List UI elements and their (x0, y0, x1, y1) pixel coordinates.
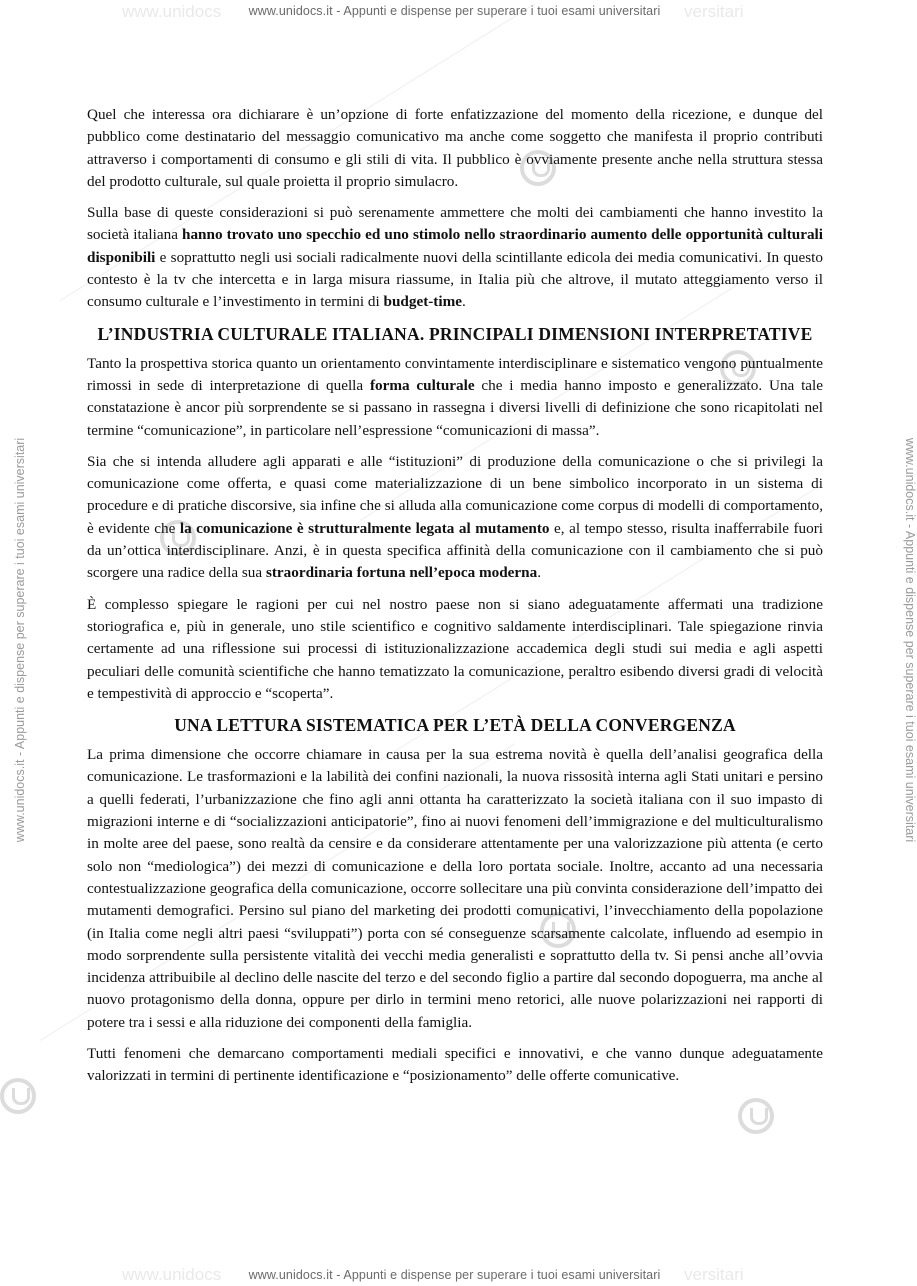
watermark-ghost-text: versitari (684, 2, 744, 21)
section-heading: UNA LETTURA SISTEMATICA PER L’ETÀ DELLA CONVERGENZA (174, 715, 736, 736)
footer-watermark: www.unidocs.it - Appunti e dispense per superare i tuoi esami universitari (248, 1268, 661, 1282)
text-run: . (461, 293, 466, 311)
right-side-watermark: www.unidocs.it - Appunti e dispense per superare i tuoi esami universitari (903, 437, 917, 843)
text-run: Tutti fenomeni che demarcano comportamenti mediali specifici e innovativi, e che vanno dunque adeguatamente valorizzati in termini di pertinente identificazione e “posizionamento” delle offerte comunicative. (87, 1044, 823, 1085)
bold-text-run: straordinaria fortuna nell’epoca moderna (265, 564, 538, 582)
paragraph (87, 104, 823, 193)
watermark-ghost-text: versitari (684, 1265, 744, 1284)
text-run: Sulla base di queste considerazioni si può serenamente ammettere che molti dei cambiamenti che hanno investito la società italiana (87, 204, 823, 244)
unidocs-logo-icon (0, 1078, 36, 1114)
bold-text-run: la comunicazione è strutturalmente legata al mutamento (179, 519, 550, 537)
unidocs-logo-icon (738, 1098, 774, 1134)
text-run: e soprattutto negli usi sociali radicalmente nuovi della scintillante edicola dei media comunicativi. In questo contesto è la tv che intercetta e in larga misura riassume, in Italia più che altrove, il mutato atteggiamento verso il consumo culturale e l’investimento in termini di (87, 248, 823, 311)
section-heading: L’INDUSTRIA CULTURALE ITALIANA. PRINCIPALI DIMENSIONI INTERPRETATIVE (97, 323, 813, 344)
paragraph (87, 353, 823, 442)
paragraph (87, 594, 823, 705)
paragraph (87, 1043, 823, 1088)
paragraph (87, 744, 823, 1034)
text-run: che i media hanno imposto e generalizzato. Una tale constatazione è ancor più sorprendente se si passano in rassegna i diversi livelli di definizione che sono ricapitolati nel termine “comunicazione”, in particolare nell’espressione “comunicazioni di massa”. (87, 376, 823, 439)
text-run: Tanto la prospettiva storica quanto un orientamento convintamente interdisciplinare e sistematico vengono puntualmente rimossi in sede di interpretazione di quella (87, 354, 823, 394)
text-run: . (537, 564, 541, 582)
bold-text-run: hanno trovato uno specchio ed uno stimolo nello straordinario aumento delle opportunità culturali disponibili (87, 226, 823, 266)
text-run: Sia che si intenda alludere agli apparati e alle “istituzioni” di produzione della comunicazione o che si privilegi la comunicazione come offerta, e quasi come materializzazione di un bene simbolico incorporato in un sistema di procedure e di pratiche discorsive, sia infine che si alluda alla comunicazione come corpus di modelli di comportamento, è evidente che (87, 452, 823, 537)
text-run: È complesso spiegare le ragioni per cui nel nostro paese non si siano adeguatamente affermati una tradizione storiografica e, più in generale, uno stile scientifico e cognitivo saldamente interdisciplinari. Tale spiegazione rinvia certamente ad una riflessione sui processi di istituzionalizzazione accademica degli studi sui media e agli aspetti peculiari delle comunità scientifiche che hanno tematizzato la comunicazione, peraltro esibendo diversi gradi di velocità e tempestività di approccio e “scoperta”. (87, 595, 823, 702)
text-run: Quel che interessa ora dichiarare è un’opzione di forte enfatizzazione del momento della ricezione, e dunque del pubblico come destinatario del messaggio comunicativo ma anche come soggetto che manifesta il proprio contributi attraverso i comportamenti di consumo e gli stili di vita. Il pubblico è ovviamente presente anche nella struttura stessa del prodotto culturale, sul quale proietta il proprio simulacro. (87, 106, 823, 190)
bold-text-run: forma culturale (369, 376, 475, 394)
text-run: e, al tempo stesso, risulta inafferrabile fuori da un’ottica interdisciplinare. Anzi, è in questa specifica affinità della comunicazione con il cambiamento che si può scorgere una radice della sua (87, 519, 823, 582)
paragraph (87, 202, 823, 313)
paragraph (87, 451, 823, 585)
header-watermark: www.unidocs.it - Appunti e dispense per superare i tuoi esami universitari (248, 4, 661, 18)
bold-text-run: budget-time (383, 293, 462, 311)
left-side-watermark: www.unidocs.it - Appunti e dispense per superare i tuoi esami universitari (13, 437, 27, 843)
text-run: La prima dimensione che occorre chiamare in causa per la sua estrema novità è quella dell’analisi geografica della comunicazione. Le trasformazioni e la labilità dei confini nazionali, la nuova rissosità interna agli Stati unitari e persino a quelli federati, l’urbanizzazione che fino agli anni ottanta ha caratterizzato la società italiana con il suo impasto di migrazioni interne e di “socializzazioni anticipatorie”, fino ai nuovi fenomeni dell’immigrazione e del multiculturalismo in molte aree del paese, sono realtà da censire e da considerare attentamente per una valorizzazione più attenta (e certo solo non “mediologica”) dei mezzi di comunicazione e della loro portata sociale. Inoltre, accanto ad una necessaria contestualizzazione geografica della comunicazione, occorre sollecitare una più convinta considerazione dell’impatto dei mutamenti demografici. Persino sul piano del marketing dei prodotti comunicativi, l’invecchiamento della popolazione (in Italia come negli altri paesi “sviluppati”) porta con sé conseguenze scarsamente calcolate, influendo ad esempio in modo sorprendente sulla persistente vitalità dei vecchi media generalisti e soprattutto della tv. Si pensi anche all’ovvia incidenza attribuibile al declino delle nascite del terzo e del secondo figlio a partire dal secondo dopoguerra, ma anche al nuovo protagonismo della donna, oppure per dirlo in termini meno retorici, alle nuove polarizzazioni nei rapporti di potere tra i sessi e alla riduzione dei componenti della famiglia. (87, 746, 823, 1031)
document-body (87, 104, 823, 1097)
watermark-ghost-text: www.unidocs (122, 1265, 222, 1284)
watermark-ghost-text: www.unidocs (122, 2, 222, 21)
